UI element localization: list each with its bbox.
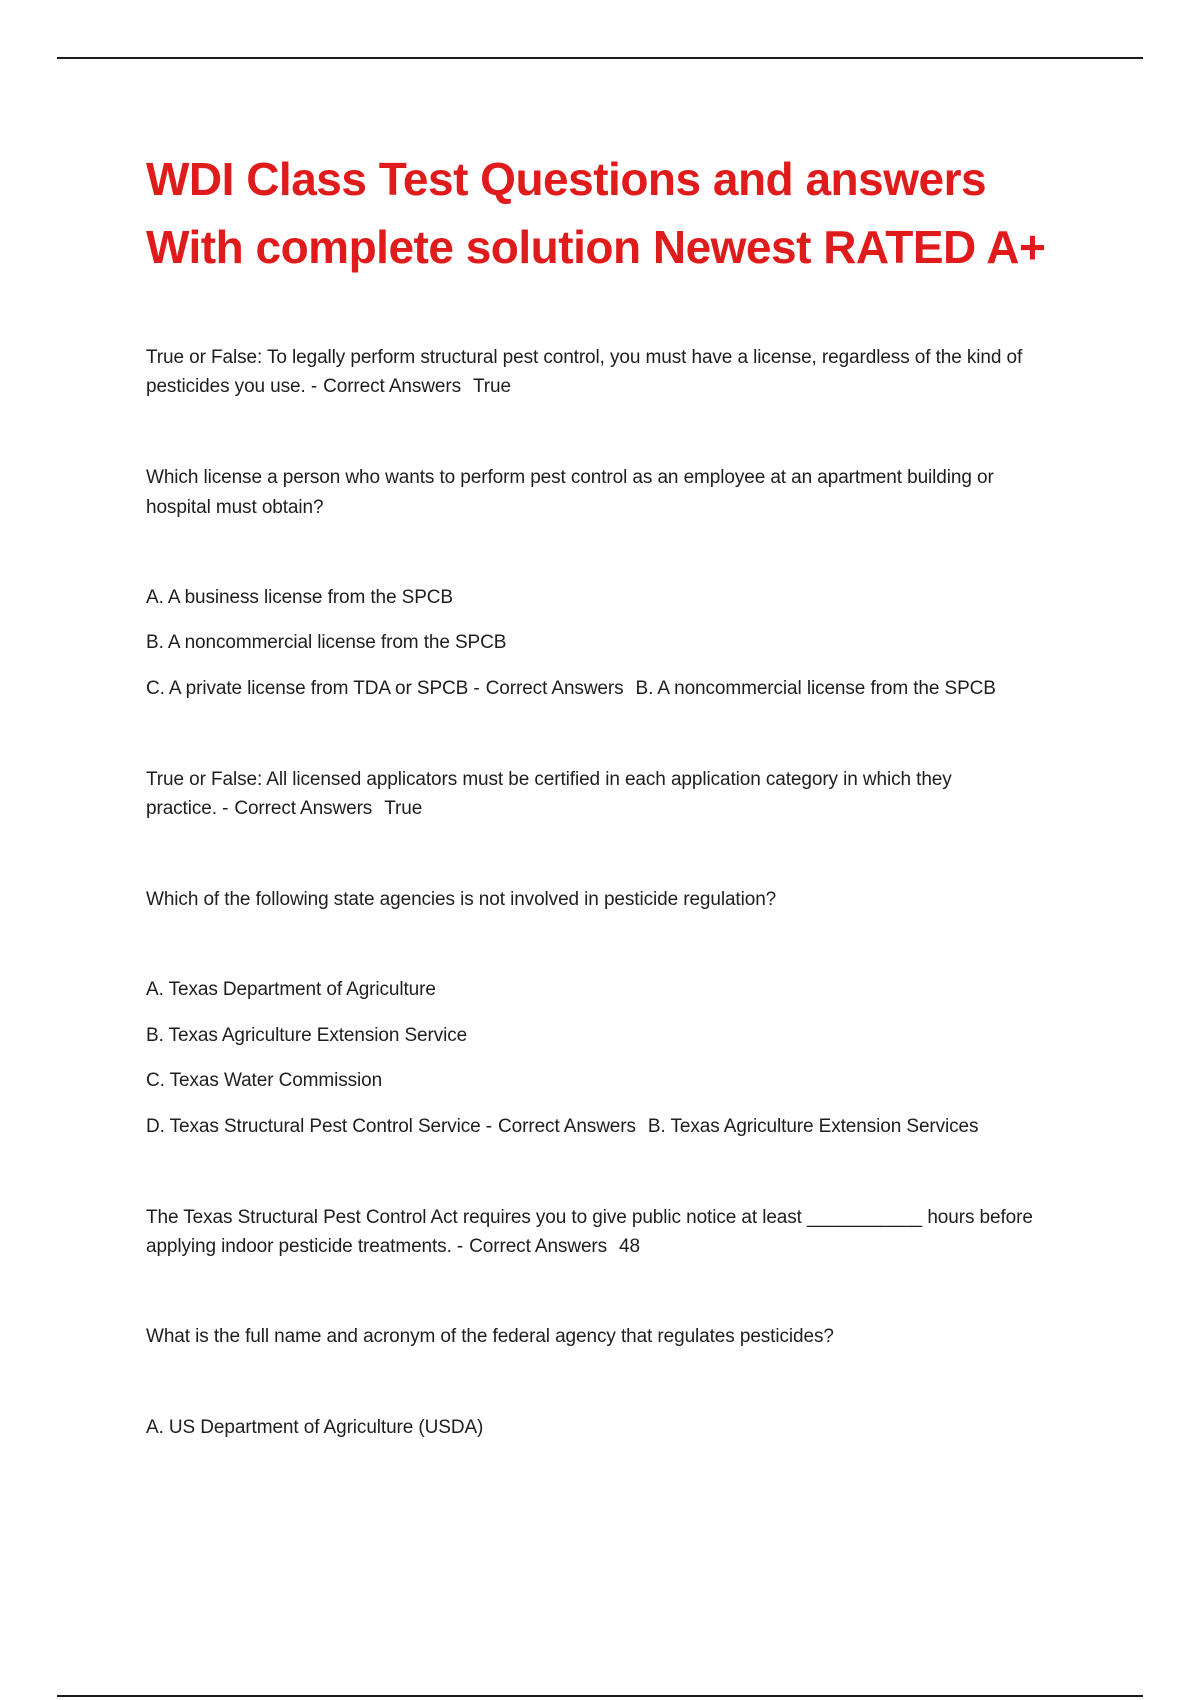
- question-text: The Texas Structural Pest Control Act requires you to give public notice at least ___________ hours before: [146, 1207, 1033, 1228]
- question-text: pesticides you use. -: [146, 376, 318, 397]
- question-text: hospital must obtain?: [146, 497, 324, 518]
- question-text: applying indoor pesticide treatments. -: [146, 1236, 464, 1257]
- question-text: Which license a person who wants to perform pest control as an employee at an apartment building or: [146, 467, 994, 488]
- answer-value: True: [472, 376, 511, 397]
- option-text: B. Texas Agriculture Extension Service: [146, 1025, 468, 1046]
- answer-label: Correct Answers: [485, 678, 624, 699]
- question-2-line-2: [146, 494, 1086, 522]
- option-text: C. Texas Water Commission: [146, 1070, 383, 1091]
- question-6-line-1: [146, 1323, 1086, 1351]
- answer-value: True: [384, 798, 423, 819]
- option-text: C. A private license from TDA or SPCB -: [146, 678, 480, 699]
- question-text: What is the full name and acronym of the federal agency that regulates pesticides?: [146, 1326, 834, 1347]
- bottom-rule: [57, 1695, 1143, 1697]
- question-6-option-a: [146, 1414, 1086, 1442]
- answer-label: Correct Answers: [323, 376, 461, 397]
- question-4-line-1: [146, 886, 1086, 914]
- option-text: D. Texas Structural Pest Control Service -: [146, 1116, 493, 1137]
- question-3-line-1: [146, 766, 1086, 794]
- question-2-option-a: [146, 584, 1086, 612]
- answer-label: Correct Answers: [498, 1116, 636, 1137]
- question-2-option-b: [146, 629, 1086, 657]
- answer-label: Correct Answers: [234, 798, 373, 819]
- question-2-option-c: [146, 675, 1086, 703]
- question-2-line-1: [146, 464, 1086, 492]
- answer-value: 48: [619, 1236, 640, 1257]
- question-text: True or False: All licensed applicators must be certified in each application category in which they: [146, 769, 952, 790]
- question-1-line-2: [146, 373, 1086, 401]
- question-text: practice. -: [146, 798, 229, 819]
- title-line-1: WDI Class Test Questions and answers: [146, 153, 987, 205]
- answer-value: B. Texas Agriculture Extension Services: [647, 1116, 979, 1137]
- question-3-line-2: [146, 795, 1086, 823]
- question-text: True or False: To legally perform structural pest control, you must have a license, regardless of the kind of: [146, 347, 1023, 368]
- document-title: [146, 145, 1106, 281]
- option-text: A. Texas Department of Agriculture: [146, 979, 436, 1000]
- answer-value: B. A noncommercial license from the SPCB: [635, 678, 996, 699]
- question-4-option-d: [146, 1113, 1086, 1141]
- question-text: Which of the following state agencies is not involved in pesticide regulation?: [146, 889, 777, 910]
- option-text: A. A business license from the SPCB: [146, 587, 453, 608]
- question-4-option-b: [146, 1022, 1086, 1050]
- question-5-line-1: [146, 1204, 1086, 1232]
- question-1-line-1: [146, 344, 1086, 372]
- option-text: B. A noncommercial license from the SPCB: [146, 632, 507, 653]
- question-4-option-a: [146, 976, 1086, 1004]
- question-4-option-c: [146, 1067, 1086, 1095]
- top-rule: [57, 57, 1143, 59]
- question-5-line-2: [146, 1233, 1086, 1261]
- option-text: A. US Department of Agriculture (USDA): [146, 1417, 484, 1438]
- title-line-2: With complete solution Newest RATED A+: [146, 221, 1046, 273]
- answer-label: Correct Answers: [469, 1236, 608, 1257]
